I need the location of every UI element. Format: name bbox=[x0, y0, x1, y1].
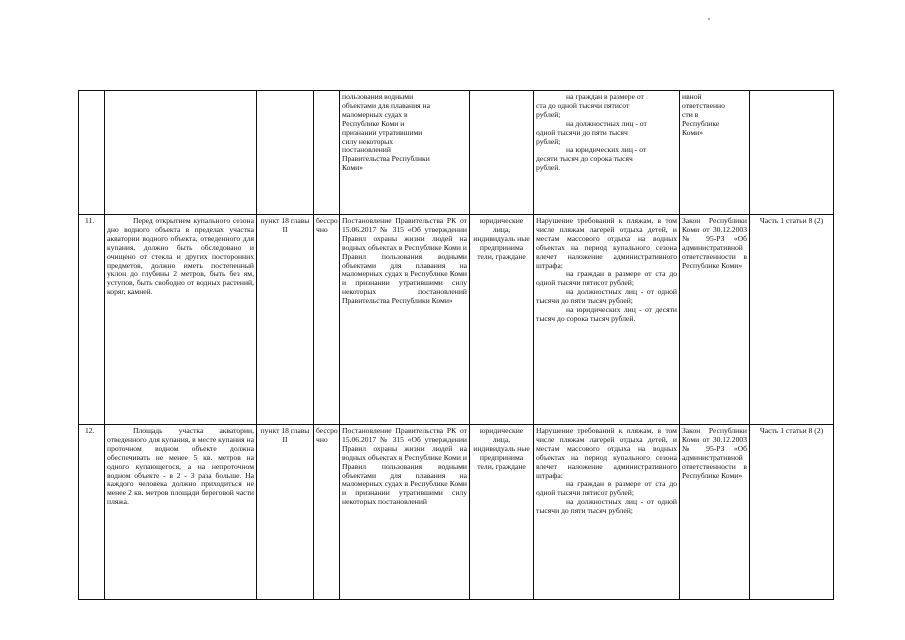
term-cell bbox=[314, 91, 340, 215]
responsibility-item: на должностных лиц - от одной тысячи до пяти тысяч рублей; bbox=[536, 497, 677, 516]
responsibility-cell bbox=[534, 91, 680, 215]
document-line: Республике Коми и bbox=[342, 118, 405, 128]
requirement-cell bbox=[105, 215, 257, 425]
law-line: сти в bbox=[682, 109, 699, 119]
subjects-cell: юридические лица, индивидуаль ные предпринима тели, граждане bbox=[470, 215, 534, 425]
row-number-cell bbox=[79, 91, 105, 215]
requirement-text: Площадь участка акватории, отведенного для купания, в месте купания на проточном водном объекте должна обеспечивать не менее 5 кв. метров на одного купающегося, а на непроточном водном объекте - в 2 - 3 раза больше. На каждого человека должно приходиться не менее 2 кв. метров площади береговой части пляжа. bbox=[107, 426, 254, 507]
row-number-cell: 11. bbox=[79, 215, 105, 425]
requirement-cell bbox=[105, 425, 257, 600]
law-line: ивной bbox=[682, 92, 702, 101]
responsibility-item: на граждан в размере от ста до одной тысячи пятисот рублей; bbox=[536, 479, 677, 498]
responsibility-line: десяти тысяч до сорока тысяч bbox=[536, 154, 633, 164]
table-row bbox=[79, 425, 834, 600]
term-cell: бессро чно bbox=[314, 425, 340, 600]
requirement-text: Перед открытием купального сезона дно водного объекта в пределах участка акватории водного объекта, отведенного для купания, должно быть обследовано и очищено от стекла и других посторонних предметов, должно иметь постепенный уклон до глубины 2 метров, быть без ям, уступов, быть свободно от водных растений, коряг, камней. bbox=[107, 216, 254, 297]
document-line: Правительства Республики bbox=[342, 154, 430, 164]
responsibility-line: на юридических лиц - от bbox=[566, 145, 647, 155]
responsibility-cell bbox=[534, 215, 680, 425]
document-line: пользования водными bbox=[342, 92, 414, 101]
row-number-cell: 12. bbox=[79, 425, 105, 600]
law-cell: Закон Республики Коми от 30.12.2003 № 95-РЗ «Об административной ответственности в Республике Коми» bbox=[680, 425, 750, 600]
responsibility-intro: Нарушение требований к пляжам, в том числе пляжам лагерей отдыха детей, и местам массового отдыха на водных объектах на период купального сезона влечет наложение административного штрафа: bbox=[536, 216, 677, 270]
responsibility-line: одной тысячи до пяти тысяч bbox=[536, 127, 628, 137]
document-line: маломерных судах в bbox=[342, 109, 408, 119]
responsibility-item: на граждан в размере от ста до одной тысячи пятисот рублей; bbox=[536, 269, 677, 288]
article-cell: Часть 1 статьи 8 (2) bbox=[750, 215, 834, 425]
document-line: силу некоторых bbox=[342, 136, 394, 146]
point-cell: пункт 18 главы II bbox=[257, 215, 314, 425]
subjects-cell bbox=[470, 91, 534, 215]
term-cell: бессро чно bbox=[314, 215, 340, 425]
responsibility-line: на должностных лиц - от bbox=[566, 118, 647, 128]
document-line: объектами для плавания на bbox=[342, 100, 430, 110]
article-cell: Часть 1 статьи 8 (2) bbox=[750, 425, 834, 600]
document-cell: Постановление Правительства РК от 15.06.2017 № 315 «Об утверждении Правил охраны жизни людей на водных объектах в Республике Коми и Правил пользования водными объектами для плавания на маломерных судах в Республике Коми и признании утратившими силу некоторых постановлений bbox=[340, 425, 470, 600]
responsibility-line: рублей. bbox=[536, 163, 561, 173]
responsibility-cell bbox=[534, 425, 680, 600]
law-line: Коми» bbox=[682, 127, 704, 137]
point-cell: пункт 18 главы II bbox=[257, 425, 314, 600]
table-row bbox=[79, 91, 834, 215]
responsibility-line: ста до одной тысячи пятисот bbox=[536, 100, 630, 110]
law-cell bbox=[680, 91, 750, 215]
document-cell: Постановление Правительства РК от 15.06.2017 № 315 «Об утверждении Правил охраны жизни людей на водных объектах в Республике Коми и Правил пользования водными объектами для плавания на маломерных судах в Республике Коми и признании утратившими силу некоторых постановлений Правительства Республики Коми» bbox=[340, 215, 470, 425]
table-row bbox=[79, 215, 834, 425]
responsibility-item: на юридических лиц - от десяти тысяч до сорока тысяч рублей. bbox=[536, 305, 677, 323]
point-cell bbox=[257, 91, 314, 215]
document-line: Коми» bbox=[342, 163, 364, 173]
requirement-cell bbox=[105, 91, 257, 215]
responsibility-line: на граждан в размере от bbox=[566, 92, 644, 101]
subjects-cell: юридические лица, индивидуаль ные предпринима тели, граждане bbox=[470, 425, 534, 600]
document-line: признании утратившими bbox=[342, 127, 423, 137]
requirements-table bbox=[78, 90, 834, 600]
law-line: ответственно bbox=[682, 100, 725, 110]
law-line: Республике bbox=[682, 118, 720, 128]
law-cell: Закон Республики Коми от 30.12.2003 № 95-РЗ «Об административной ответственности в Республике Коми» bbox=[680, 215, 750, 425]
document-cell bbox=[340, 91, 470, 215]
article-cell bbox=[750, 91, 834, 215]
responsibility-line: рублей; bbox=[536, 109, 561, 119]
scan-speck bbox=[708, 18, 710, 20]
responsibility-intro: Нарушение требований к пляжам, в том числе пляжам лагерей отдыха детей, и местам массового отдыха на водных объектах на период купального сезона влечет наложение административного штрафа: bbox=[536, 426, 677, 480]
document-line: постановлений bbox=[342, 145, 391, 155]
responsibility-item: на должностных лиц - от одной тысячи до пяти тысяч рублей; bbox=[536, 287, 677, 306]
responsibility-line: рублей; bbox=[536, 136, 561, 146]
